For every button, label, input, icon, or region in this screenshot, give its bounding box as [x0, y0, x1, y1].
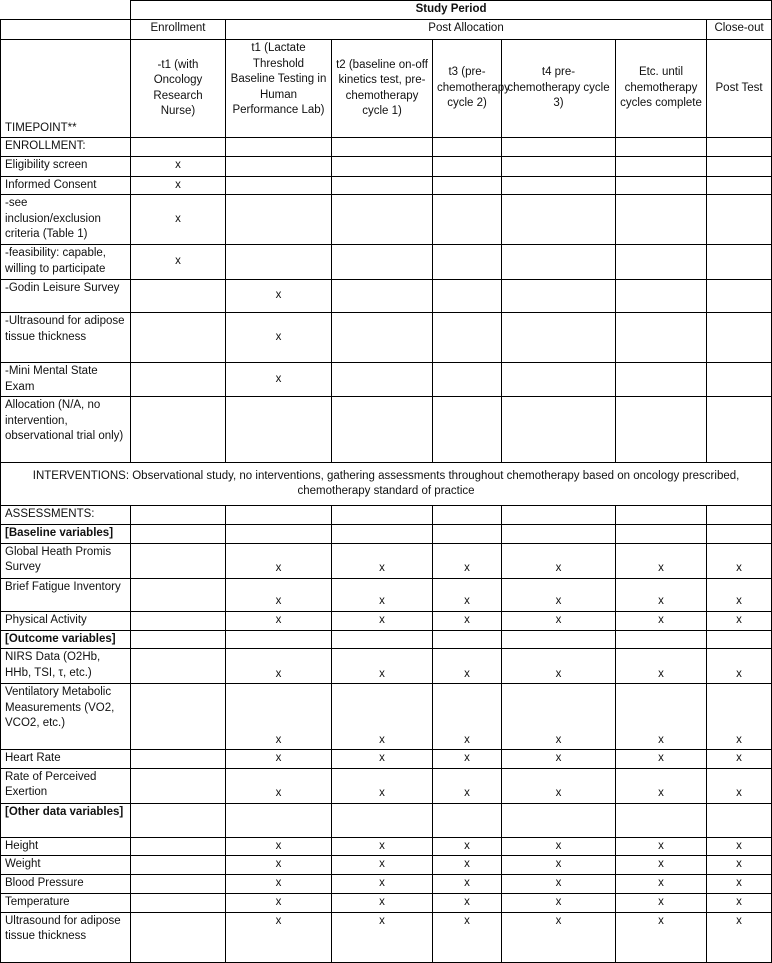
mark-cell: x: [502, 543, 616, 578]
assessments-heading-row: [1, 506, 772, 525]
mark-cell: [332, 313, 433, 363]
mark-cell: x: [226, 280, 332, 313]
mark-cell: x: [433, 578, 502, 611]
mark-cell: x: [502, 611, 616, 630]
mark-cell: [131, 768, 226, 803]
empty-cell: [332, 506, 433, 525]
table-row: [1, 176, 772, 195]
mark-cell: x: [332, 837, 433, 856]
mark-cell: x: [616, 543, 707, 578]
other-data-variables-heading: [Other data variables]: [1, 803, 131, 837]
mark-cell: x: [502, 856, 616, 875]
mark-cell: [332, 176, 433, 195]
mark-cell: [707, 176, 772, 195]
mark-cell: x: [226, 912, 332, 962]
mark-cell: [502, 397, 616, 463]
mark-cell: [433, 313, 502, 363]
mark-cell: x: [502, 875, 616, 894]
mark-cell: [131, 578, 226, 611]
table-row: [1, 837, 772, 856]
timepoint-col-5: t4 pre-chemotherapy cycle 3): [502, 40, 616, 138]
empty-cell: [502, 506, 616, 525]
row-label: Blood Pressure: [1, 875, 131, 894]
empty-cell: [707, 630, 772, 649]
mark-cell: x: [433, 768, 502, 803]
empty-cell: [433, 138, 502, 157]
mark-cell: [226, 245, 332, 280]
mark-cell: x: [616, 894, 707, 913]
timepoint-label: TIMEPOINT**: [1, 40, 131, 138]
mark-cell: x: [502, 684, 616, 750]
mark-cell: x: [707, 912, 772, 962]
empty-cell: [332, 138, 433, 157]
mark-cell: [332, 245, 433, 280]
mark-cell: x: [332, 912, 433, 962]
mark-cell: x: [707, 578, 772, 611]
mark-cell: x: [616, 912, 707, 962]
mark-cell: [433, 280, 502, 313]
empty-cell: [433, 506, 502, 525]
empty-cell: [226, 630, 332, 649]
mark-cell: x: [226, 856, 332, 875]
mark-cell: x: [226, 611, 332, 630]
mark-cell: x: [707, 543, 772, 578]
row-label: -Godin Leisure Survey: [1, 280, 131, 313]
empty-cell: [226, 506, 332, 525]
empty-cell: [332, 630, 433, 649]
empty-cell: [226, 138, 332, 157]
interventions-row: [1, 463, 772, 506]
mark-cell: [707, 245, 772, 280]
mark-cell: [332, 397, 433, 463]
empty-cell: [332, 525, 433, 544]
empty-cell: [616, 138, 707, 157]
mark-cell: x: [332, 768, 433, 803]
post-allocation-header: Post Allocation: [226, 20, 707, 40]
mark-cell: [131, 543, 226, 578]
mark-cell: [616, 280, 707, 313]
mark-cell: x: [226, 578, 332, 611]
table-row: [1, 543, 772, 578]
mark-cell: x: [332, 750, 433, 769]
empty-cell: [616, 630, 707, 649]
mark-cell: x: [433, 912, 502, 962]
baseline-variables-heading: [Baseline variables]: [1, 525, 131, 544]
table-row: [1, 894, 772, 913]
table-row: [1, 245, 772, 280]
mark-cell: [502, 313, 616, 363]
mark-cell: [707, 195, 772, 245]
mark-cell: [131, 363, 226, 397]
mark-cell: [131, 856, 226, 875]
mark-cell: x: [433, 684, 502, 750]
row-label: Brief Fatigue Inventory: [1, 578, 131, 611]
empty-cell: [332, 803, 433, 837]
mark-cell: x: [433, 837, 502, 856]
row-label: -Ultrasound for adipose tissue thickness: [1, 313, 131, 363]
empty-cell: [226, 525, 332, 544]
timepoint-col-2: t1 (Lactate Threshold Baseline Testing in Human Performance Lab): [226, 40, 332, 138]
mark-cell: x: [502, 912, 616, 962]
study-period-header: Study Period: [131, 1, 772, 20]
mark-cell: x: [616, 578, 707, 611]
empty-cell: [502, 138, 616, 157]
mark-cell: [131, 837, 226, 856]
mark-cell: x: [502, 649, 616, 684]
row-label: Temperature: [1, 894, 131, 913]
empty-cell: [502, 803, 616, 837]
mark-cell: x: [616, 750, 707, 769]
mark-cell: x: [707, 875, 772, 894]
mark-cell: [332, 156, 433, 176]
mark-cell: x: [707, 768, 772, 803]
row-label: Heart Rate: [1, 750, 131, 769]
empty-cell: [131, 138, 226, 157]
mark-cell: x: [616, 684, 707, 750]
mark-cell: x: [332, 543, 433, 578]
table-row: [1, 280, 772, 313]
mark-cell: x: [332, 684, 433, 750]
mark-cell: [131, 397, 226, 463]
empty-cell: [616, 803, 707, 837]
mark-cell: x: [332, 894, 433, 913]
row-label: Eligibility screen: [1, 156, 131, 176]
timepoint-col-3: t2 (baseline on-off kinetics test, pre-chemotherapy cycle 1): [332, 40, 433, 138]
mark-cell: x: [433, 611, 502, 630]
mark-cell: x: [131, 176, 226, 195]
table-row: [1, 397, 772, 463]
mark-cell: x: [226, 768, 332, 803]
mark-cell: x: [433, 856, 502, 875]
mark-cell: x: [226, 750, 332, 769]
mark-cell: x: [332, 875, 433, 894]
mark-cell: x: [433, 875, 502, 894]
mark-cell: x: [226, 684, 332, 750]
mark-cell: [332, 195, 433, 245]
blank-cell: [1, 20, 131, 40]
mark-cell: x: [226, 649, 332, 684]
mark-cell: x: [707, 894, 772, 913]
row-label: -Mini Mental State Exam: [1, 363, 131, 397]
mark-cell: [131, 912, 226, 962]
mark-cell: [226, 156, 332, 176]
table-row: [1, 156, 772, 176]
empty-cell: [131, 506, 226, 525]
mark-cell: [707, 397, 772, 463]
mark-cell: x: [616, 875, 707, 894]
mark-cell: [433, 397, 502, 463]
mark-cell: x: [502, 837, 616, 856]
row-label: Rate of Perceived Exertion: [1, 768, 131, 803]
table-row: [1, 649, 772, 684]
other-data-variables-heading-row: [1, 803, 772, 837]
mark-cell: [707, 280, 772, 313]
mark-cell: [131, 313, 226, 363]
mark-cell: x: [707, 611, 772, 630]
empty-cell: [131, 803, 226, 837]
row-label: Ventilatory Metabolic Measurements (VO2, VCO2, etc.): [1, 684, 131, 750]
row-label: Allocation (N/A, no intervention, observational trial only): [1, 397, 131, 463]
mark-cell: [707, 156, 772, 176]
table-row: [1, 768, 772, 803]
corner-cell: [1, 1, 131, 20]
mark-cell: x: [131, 156, 226, 176]
mark-cell: [433, 363, 502, 397]
mark-cell: x: [433, 543, 502, 578]
mark-cell: x: [131, 195, 226, 245]
mark-cell: x: [707, 649, 772, 684]
empty-cell: [707, 525, 772, 544]
mark-cell: x: [332, 578, 433, 611]
mark-cell: x: [707, 684, 772, 750]
table-row: [1, 363, 772, 397]
mark-cell: x: [433, 649, 502, 684]
empty-cell: [226, 803, 332, 837]
table-row: [1, 912, 772, 962]
mark-cell: [226, 195, 332, 245]
table-row: [1, 195, 772, 245]
mark-cell: x: [616, 649, 707, 684]
mark-cell: [616, 397, 707, 463]
mark-cell: [433, 195, 502, 245]
mark-cell: [616, 313, 707, 363]
mark-cell: [131, 894, 226, 913]
mark-cell: [616, 245, 707, 280]
mark-cell: [226, 397, 332, 463]
mark-cell: x: [707, 837, 772, 856]
outcome-variables-heading: [Outcome variables]: [1, 630, 131, 649]
mark-cell: x: [616, 768, 707, 803]
row-label: Physical Activity: [1, 611, 131, 630]
mark-cell: x: [616, 611, 707, 630]
mark-cell: [131, 875, 226, 894]
mark-cell: [433, 156, 502, 176]
mark-cell: [131, 280, 226, 313]
mark-cell: [131, 684, 226, 750]
mark-cell: [502, 280, 616, 313]
mark-cell: [502, 245, 616, 280]
interventions-note: INTERVENTIONS: Observational study, no interventions, gathering assessments throughout chemotherapy based on oncology prescribed, chemotherapy standard of practice: [1, 463, 772, 506]
mark-cell: x: [226, 363, 332, 397]
mark-cell: x: [616, 837, 707, 856]
mark-cell: [131, 649, 226, 684]
mark-cell: x: [502, 894, 616, 913]
mark-cell: x: [226, 543, 332, 578]
mark-cell: [226, 176, 332, 195]
mark-cell: [707, 363, 772, 397]
mark-cell: x: [707, 750, 772, 769]
timepoint-col-7: Post Test: [707, 40, 772, 138]
mark-cell: [616, 156, 707, 176]
outcome-variables-heading-row: [1, 630, 772, 649]
mark-cell: [131, 611, 226, 630]
timepoint-col-4: t3 (pre-chemotherapy cycle 2): [433, 40, 502, 138]
row-label: Ultrasound for adipose tissue thickness: [1, 912, 131, 962]
row-label: Informed Consent: [1, 176, 131, 195]
empty-cell: [433, 525, 502, 544]
table-row: [1, 578, 772, 611]
timepoint-col-1: -t1 (with Oncology Research Nurse): [131, 40, 226, 138]
mark-cell: x: [616, 856, 707, 875]
mark-cell: x: [502, 768, 616, 803]
mark-cell: x: [707, 856, 772, 875]
mark-cell: [616, 363, 707, 397]
mark-cell: [332, 280, 433, 313]
mark-cell: x: [226, 313, 332, 363]
enrollment-heading-row: [1, 138, 772, 157]
mark-cell: x: [332, 856, 433, 875]
table-row: [1, 875, 772, 894]
table-row: [1, 611, 772, 630]
mark-cell: x: [332, 611, 433, 630]
mark-cell: [616, 176, 707, 195]
empty-cell: [502, 630, 616, 649]
timepoint-col-6: Etc. until chemotherapy cycles complete: [616, 40, 707, 138]
empty-cell: [616, 525, 707, 544]
mark-cell: x: [502, 750, 616, 769]
empty-cell: [433, 630, 502, 649]
empty-cell: [707, 803, 772, 837]
table-row: [1, 856, 772, 875]
mark-cell: x: [433, 894, 502, 913]
empty-cell: [502, 525, 616, 544]
mark-cell: [433, 245, 502, 280]
mark-cell: [502, 363, 616, 397]
mark-cell: x: [226, 875, 332, 894]
table-row: [1, 750, 772, 769]
mark-cell: [616, 195, 707, 245]
mark-cell: x: [226, 837, 332, 856]
table-row: [1, 313, 772, 363]
mark-cell: [502, 195, 616, 245]
mark-cell: x: [502, 578, 616, 611]
enrollment-heading: ENROLLMENT:: [1, 138, 131, 157]
mark-cell: x: [332, 649, 433, 684]
baseline-variables-heading-row: [1, 525, 772, 544]
empty-cell: [433, 803, 502, 837]
mark-cell: x: [433, 750, 502, 769]
row-label: Global Heath Promis Survey: [1, 543, 131, 578]
mark-cell: x: [131, 245, 226, 280]
mark-cell: x: [226, 894, 332, 913]
empty-cell: [707, 138, 772, 157]
mark-cell: [502, 176, 616, 195]
row-label: Weight: [1, 856, 131, 875]
mark-cell: [131, 750, 226, 769]
table-row: [1, 684, 772, 750]
assessments-heading: ASSESSMENTS:: [1, 506, 131, 525]
empty-cell: [131, 525, 226, 544]
row-label: NIRS Data (O2Hb, HHb, TSI, τ, etc.): [1, 649, 131, 684]
empty-cell: [616, 506, 707, 525]
mark-cell: [502, 156, 616, 176]
row-label: -see inclusion/exclusion criteria (Table 1): [1, 195, 131, 245]
empty-cell: [707, 506, 772, 525]
enrollment-header: Enrollment: [131, 20, 226, 40]
mark-cell: [433, 176, 502, 195]
close-out-header: Close-out: [707, 20, 772, 40]
row-label: -feasibility: capable, willing to participate: [1, 245, 131, 280]
mark-cell: [332, 363, 433, 397]
mark-cell: [707, 313, 772, 363]
empty-cell: [131, 630, 226, 649]
row-label: Height: [1, 837, 131, 856]
